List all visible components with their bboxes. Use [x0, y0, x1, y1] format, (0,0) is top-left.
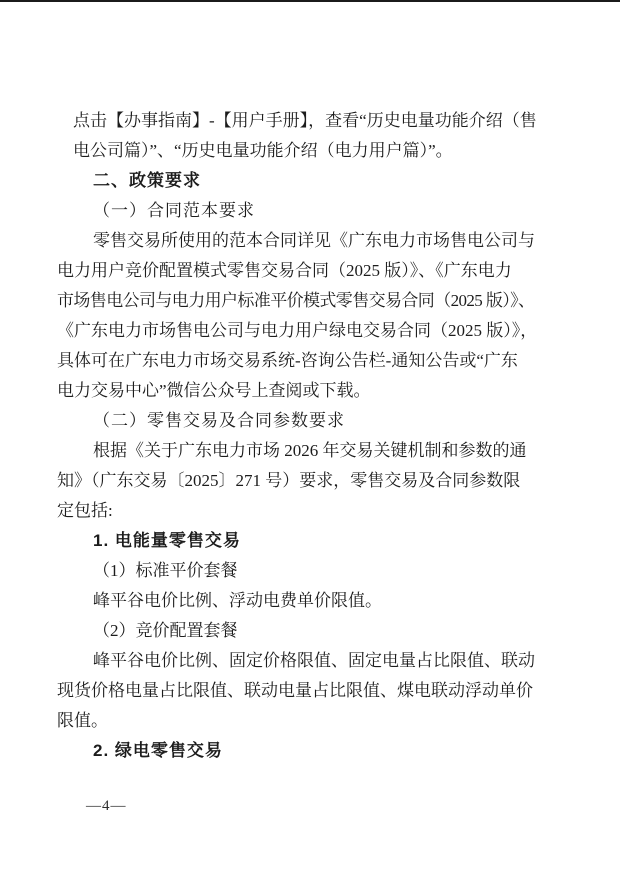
- document-body: [57, 106, 597, 766]
- subheading-retail-params: （二）零售交易及合同参数要求: [93, 411, 345, 430]
- page-number: —4—: [86, 798, 127, 814]
- page-top-edge: [0, 0, 620, 2]
- para-standard-package: 峰平谷电价比例、浮动电费单价限值。: [93, 591, 382, 610]
- para-guide-line-2: 电公司篇）”、“历史电量功能介绍（电力用户篇）”。: [73, 141, 453, 160]
- heading-green-retail: 2. 绿电零售交易: [93, 741, 223, 760]
- heading-policy-requirements: 二、政策要求: [93, 171, 201, 190]
- para-params-line-1: 根据《关于广东电力市场 2026 年交易关键机制和参数的通: [93, 441, 527, 460]
- para-bidding-package-line-1: 峰平谷电价比例、固定价格限值、固定电量占比限值、联动: [93, 651, 535, 670]
- para-bidding-package-line-2: 现货价格电量占比限值、联动电量占比限值、煤电联动浮动单价: [57, 681, 533, 700]
- para-contract-line-5: 具体可在广东电力市场交易系统-咨询公告栏-通知公告或“广东: [57, 351, 518, 370]
- para-params-line-3: 定包括:: [57, 501, 113, 520]
- para-guide-line-1: 点击【办事指南】-【用户手册】，查看“历史电量功能介绍（售: [73, 111, 537, 130]
- heading-energy-retail: 1. 电能量零售交易: [93, 531, 241, 550]
- para-params-line-2: 知》（广东交易〔2025〕271 号）要求，零售交易及合同参数限: [57, 471, 521, 490]
- subheading-standard-package: （1）标准平价套餐: [93, 561, 238, 580]
- para-contract-line-4: 《广东电力市场售电公司与电力用户绿电交易合同（2025 版）》，: [57, 321, 538, 340]
- para-contract-line-1: 零售交易所使用的范本合同详见《广东电力市场售电公司与: [93, 231, 535, 250]
- para-contract-line-3: 市场售电公司与电力用户标准平价模式零售交易合同（2025 版）》、: [57, 291, 535, 310]
- para-contract-line-6: 电力交易中心”微信公众号上查阅或下载。: [57, 381, 371, 400]
- para-contract-line-2: 电力用户竞价配置模式零售交易合同（2025 版）》、《广东电力: [57, 261, 512, 280]
- subheading-bidding-package: （2）竞价配置套餐: [93, 621, 238, 640]
- subheading-contract-template: （一）合同范本要求: [93, 201, 255, 220]
- para-bidding-package-line-3: 限值。: [57, 711, 108, 730]
